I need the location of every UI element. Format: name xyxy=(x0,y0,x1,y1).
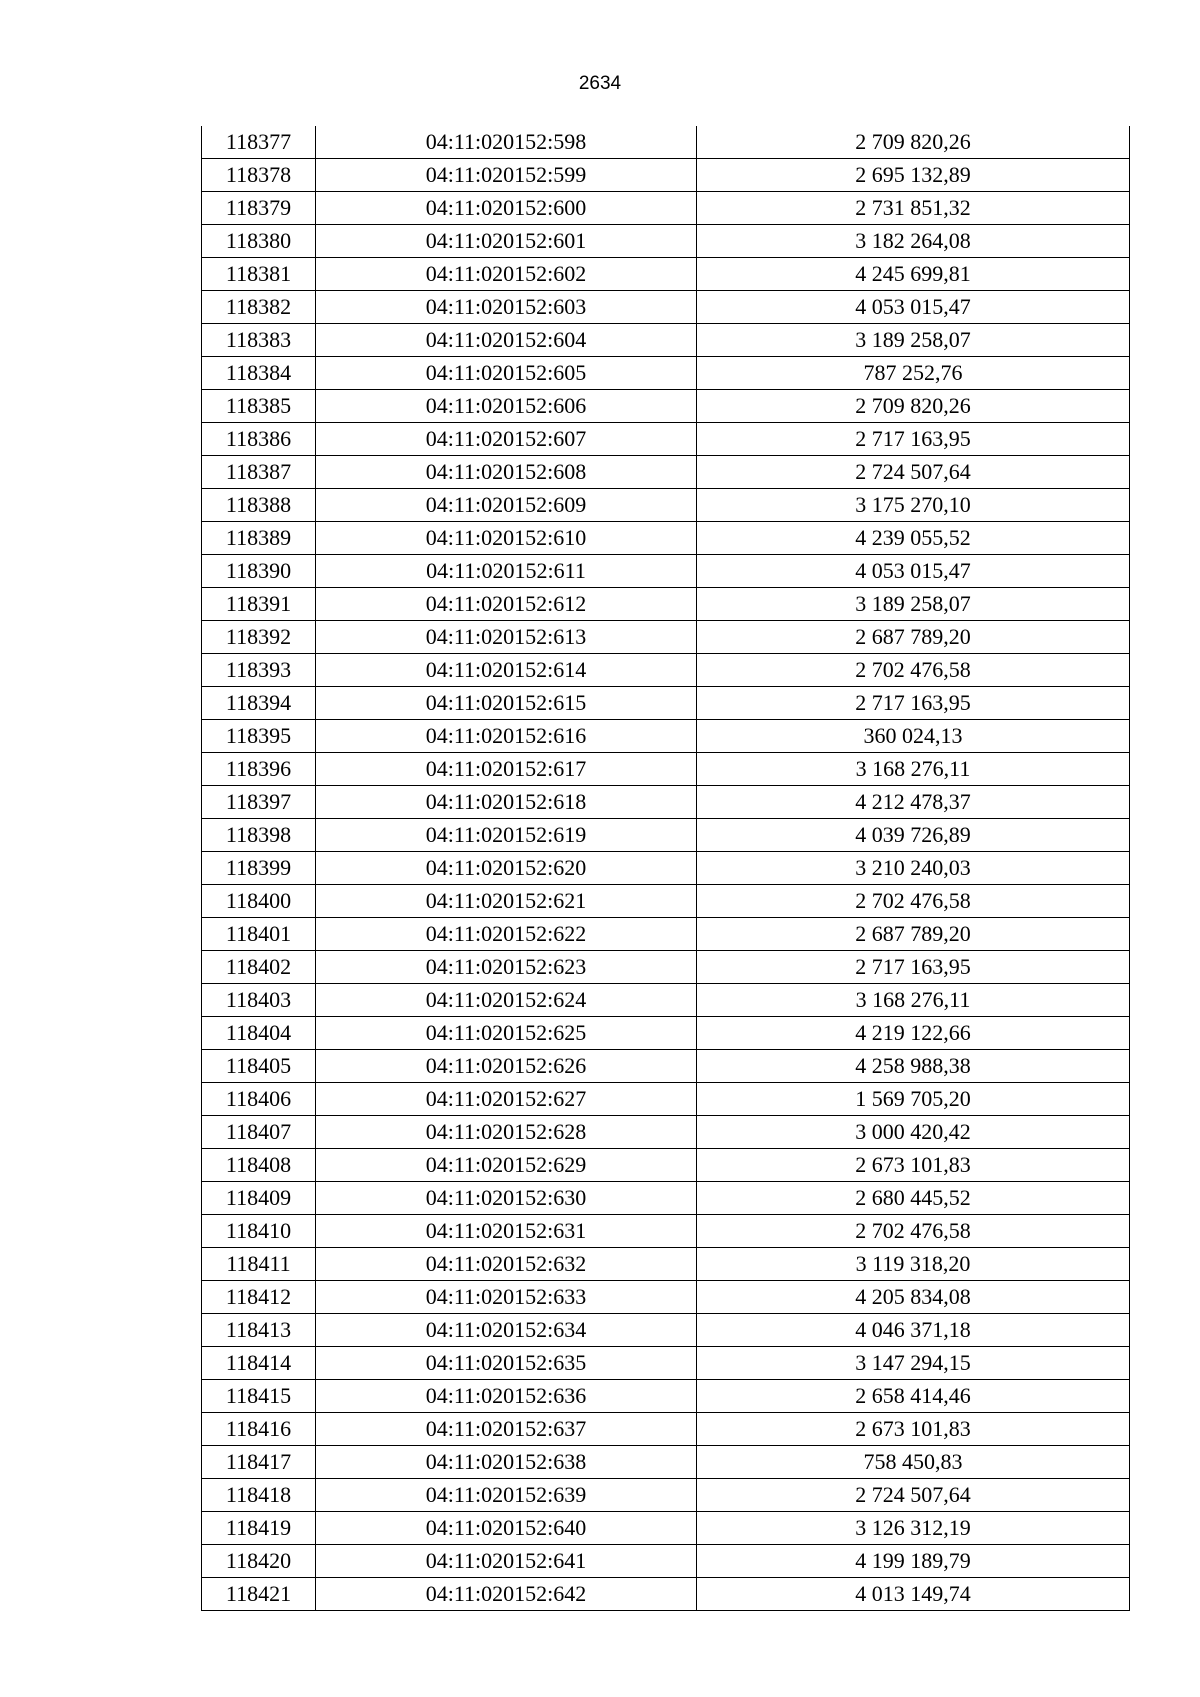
table-row xyxy=(202,1479,1130,1512)
row-number-cell: 118393 xyxy=(202,654,316,687)
table-row xyxy=(202,1248,1130,1281)
row-number-cell: 118421 xyxy=(202,1578,316,1611)
cadastral-value-cell: 2 724 507,64 xyxy=(697,1479,1130,1512)
cadastral-value-cell: 3 175 270,10 xyxy=(697,489,1130,522)
cadastral-number-cell: 04:11:020152:641 xyxy=(316,1545,697,1578)
cadastral-number-cell: 04:11:020152:621 xyxy=(316,885,697,918)
row-number-cell: 118409 xyxy=(202,1182,316,1215)
table-row xyxy=(202,1545,1130,1578)
cadastral-value-cell: 2 717 163,95 xyxy=(697,423,1130,456)
table-row xyxy=(202,1512,1130,1545)
row-number-cell: 118410 xyxy=(202,1215,316,1248)
cadastral-number-cell: 04:11:020152:604 xyxy=(316,324,697,357)
cadastral-number-cell: 04:11:020152:629 xyxy=(316,1149,697,1182)
cadastral-number-cell: 04:11:020152:639 xyxy=(316,1479,697,1512)
row-number-cell: 118401 xyxy=(202,918,316,951)
row-number-cell: 118405 xyxy=(202,1050,316,1083)
cadastral-value-cell: 4 219 122,66 xyxy=(697,1017,1130,1050)
row-number-cell: 118404 xyxy=(202,1017,316,1050)
cadastral-value-cell: 2 731 851,32 xyxy=(697,192,1130,225)
cadastral-value-cell: 360 024,13 xyxy=(697,720,1130,753)
cadastral-value-cell: 3 210 240,03 xyxy=(697,852,1130,885)
cadastral-number-cell: 04:11:020152:637 xyxy=(316,1413,697,1446)
cadastral-value-cell: 4 212 478,37 xyxy=(697,786,1130,819)
table-row xyxy=(202,1413,1130,1446)
row-number-cell: 118413 xyxy=(202,1314,316,1347)
table-row xyxy=(202,324,1130,357)
cadastral-value-cell: 1 569 705,20 xyxy=(697,1083,1130,1116)
cadastral-value-cell: 4 039 726,89 xyxy=(697,819,1130,852)
row-number-cell: 118387 xyxy=(202,456,316,489)
cadastral-value-cell: 2 680 445,52 xyxy=(697,1182,1130,1215)
table-row xyxy=(202,1182,1130,1215)
cadastral-value-cell: 3 126 312,19 xyxy=(697,1512,1130,1545)
cadastral-number-cell: 04:11:020152:624 xyxy=(316,984,697,1017)
row-number-cell: 118414 xyxy=(202,1347,316,1380)
table-row xyxy=(202,1083,1130,1116)
cadastral-value-cell: 2 717 163,95 xyxy=(697,687,1130,720)
row-number-cell: 118386 xyxy=(202,423,316,456)
table-row xyxy=(202,819,1130,852)
table-row xyxy=(202,1050,1130,1083)
cadastral-number-cell: 04:11:020152:605 xyxy=(316,357,697,390)
cadastral-value-cell: 3 119 318,20 xyxy=(697,1248,1130,1281)
cadastral-number-cell: 04:11:020152:638 xyxy=(316,1446,697,1479)
row-number-cell: 118377 xyxy=(202,126,316,159)
table-row xyxy=(202,852,1130,885)
row-number-cell: 118403 xyxy=(202,984,316,1017)
cadastral-value-cell: 4 013 149,74 xyxy=(697,1578,1130,1611)
table-row xyxy=(202,588,1130,621)
cadastral-value-cell: 3 000 420,42 xyxy=(697,1116,1130,1149)
cadastral-value-cell: 2 702 476,58 xyxy=(697,654,1130,687)
row-number-cell: 118408 xyxy=(202,1149,316,1182)
cadastral-value-cell: 2 702 476,58 xyxy=(697,885,1130,918)
cadastral-number-cell: 04:11:020152:626 xyxy=(316,1050,697,1083)
cadastral-number-cell: 04:11:020152:598 xyxy=(316,126,697,159)
cadastral-value-cell: 3 189 258,07 xyxy=(697,324,1130,357)
row-number-cell: 118382 xyxy=(202,291,316,324)
cadastral-value-cell: 3 189 258,07 xyxy=(697,588,1130,621)
row-number-cell: 118396 xyxy=(202,753,316,786)
table-body xyxy=(202,126,1130,1611)
cadastral-number-cell: 04:11:020152:627 xyxy=(316,1083,697,1116)
cadastral-value-cell: 3 182 264,08 xyxy=(697,225,1130,258)
cadastral-value-cell: 3 168 276,11 xyxy=(697,753,1130,786)
row-number-cell: 118390 xyxy=(202,555,316,588)
cadastral-number-cell: 04:11:020152:618 xyxy=(316,786,697,819)
cadastral-number-cell: 04:11:020152:631 xyxy=(316,1215,697,1248)
page-number: 2634 xyxy=(578,73,622,94)
cadastral-value-cell: 4 258 988,38 xyxy=(697,1050,1130,1083)
cadastral-number-cell: 04:11:020152:617 xyxy=(316,753,697,786)
cadastral-value-cell: 4 205 834,08 xyxy=(697,1281,1130,1314)
table-row xyxy=(202,1578,1130,1611)
cadastral-number-cell: 04:11:020152:600 xyxy=(316,192,697,225)
table-row xyxy=(202,159,1130,192)
row-number-cell: 118381 xyxy=(202,258,316,291)
table-row xyxy=(202,126,1130,159)
cadastral-value-cell: 2 702 476,58 xyxy=(697,1215,1130,1248)
cadastral-number-cell: 04:11:020152:616 xyxy=(316,720,697,753)
row-number-cell: 118380 xyxy=(202,225,316,258)
cadastral-number-cell: 04:11:020152:619 xyxy=(316,819,697,852)
table-row xyxy=(202,1017,1130,1050)
row-number-cell: 118419 xyxy=(202,1512,316,1545)
row-number-cell: 118395 xyxy=(202,720,316,753)
row-number-cell: 118415 xyxy=(202,1380,316,1413)
cadastral-value-cell: 2 687 789,20 xyxy=(697,918,1130,951)
row-number-cell: 118399 xyxy=(202,852,316,885)
table-row xyxy=(202,918,1130,951)
cadastral-value-cell: 2 658 414,46 xyxy=(697,1380,1130,1413)
cadastral-value-cell: 2 709 820,26 xyxy=(697,390,1130,423)
table-row xyxy=(202,621,1130,654)
cadastral-value-cell: 758 450,83 xyxy=(697,1446,1130,1479)
table-row xyxy=(202,1215,1130,1248)
cadastral-number-cell: 04:11:020152:628 xyxy=(316,1116,697,1149)
cadastral-value-cell: 2 687 789,20 xyxy=(697,621,1130,654)
row-number-cell: 118389 xyxy=(202,522,316,555)
cadastral-value-cell: 4 046 371,18 xyxy=(697,1314,1130,1347)
cadastral-number-cell: 04:11:020152:599 xyxy=(316,159,697,192)
row-number-cell: 118391 xyxy=(202,588,316,621)
cadastral-number-cell: 04:11:020152:606 xyxy=(316,390,697,423)
cadastral-value-cell: 2 673 101,83 xyxy=(697,1149,1130,1182)
cadastral-value-cell: 4 199 189,79 xyxy=(697,1545,1130,1578)
cadastral-number-cell: 04:11:020152:623 xyxy=(316,951,697,984)
cadastral-value-cell: 2 695 132,89 xyxy=(697,159,1130,192)
row-number-cell: 118400 xyxy=(202,885,316,918)
cadastral-number-cell: 04:11:020152:640 xyxy=(316,1512,697,1545)
table-row xyxy=(202,489,1130,522)
table-row xyxy=(202,1314,1130,1347)
cadastral-number-cell: 04:11:020152:632 xyxy=(316,1248,697,1281)
cadastral-value-cell: 4 053 015,47 xyxy=(697,291,1130,324)
cadastral-number-cell: 04:11:020152:622 xyxy=(316,918,697,951)
table-row xyxy=(202,687,1130,720)
cadastral-number-cell: 04:11:020152:601 xyxy=(316,225,697,258)
cadastral-number-cell: 04:11:020152:609 xyxy=(316,489,697,522)
cadastral-value-cell: 787 252,76 xyxy=(697,357,1130,390)
row-number-cell: 118383 xyxy=(202,324,316,357)
table-row xyxy=(202,522,1130,555)
cadastral-value-cell: 2 673 101,83 xyxy=(697,1413,1130,1446)
table-row xyxy=(202,390,1130,423)
cadastral-number-cell: 04:11:020152:625 xyxy=(316,1017,697,1050)
cadastral-number-cell: 04:11:020152:615 xyxy=(316,687,697,720)
table-row xyxy=(202,885,1130,918)
row-number-cell: 118407 xyxy=(202,1116,316,1149)
cadastral-value-cell: 2 717 163,95 xyxy=(697,951,1130,984)
cadastral-number-cell: 04:11:020152:636 xyxy=(316,1380,697,1413)
row-number-cell: 118394 xyxy=(202,687,316,720)
cadastral-value-cell: 2 724 507,64 xyxy=(697,456,1130,489)
row-number-cell: 118417 xyxy=(202,1446,316,1479)
cadastral-number-cell: 04:11:020152:613 xyxy=(316,621,697,654)
cadastral-number-cell: 04:11:020152:630 xyxy=(316,1182,697,1215)
table-row xyxy=(202,720,1130,753)
cadastral-value-cell: 4 245 699,81 xyxy=(697,258,1130,291)
row-number-cell: 118420 xyxy=(202,1545,316,1578)
cadastral-number-cell: 04:11:020152:611 xyxy=(316,555,697,588)
cadastral-number-cell: 04:11:020152:633 xyxy=(316,1281,697,1314)
table-row xyxy=(202,654,1130,687)
table-row xyxy=(202,1347,1130,1380)
cadastral-number-cell: 04:11:020152:642 xyxy=(316,1578,697,1611)
table-row xyxy=(202,1281,1130,1314)
table-row xyxy=(202,984,1130,1017)
row-number-cell: 118392 xyxy=(202,621,316,654)
row-number-cell: 118411 xyxy=(202,1248,316,1281)
row-number-cell: 118388 xyxy=(202,489,316,522)
row-number-cell: 118402 xyxy=(202,951,316,984)
table-row xyxy=(202,291,1130,324)
table-row xyxy=(202,786,1130,819)
table-row xyxy=(202,753,1130,786)
row-number-cell: 118384 xyxy=(202,357,316,390)
cadastral-number-cell: 04:11:020152:607 xyxy=(316,423,697,456)
cadastral-value-cell: 4 239 055,52 xyxy=(697,522,1130,555)
table-row xyxy=(202,423,1130,456)
cadastral-number-cell: 04:11:020152:620 xyxy=(316,852,697,885)
table-row xyxy=(202,1116,1130,1149)
cadastral-number-cell: 04:11:020152:602 xyxy=(316,258,697,291)
cadastral-value-cell: 2 709 820,26 xyxy=(697,126,1130,159)
table-row xyxy=(202,456,1130,489)
cadastral-value-cell: 4 053 015,47 xyxy=(697,555,1130,588)
table-row xyxy=(202,1149,1130,1182)
cadastral-number-cell: 04:11:020152:603 xyxy=(316,291,697,324)
row-number-cell: 118418 xyxy=(202,1479,316,1512)
cadastral-number-cell: 04:11:020152:612 xyxy=(316,588,697,621)
table-row xyxy=(202,357,1130,390)
cadastral-number-cell: 04:11:020152:608 xyxy=(316,456,697,489)
row-number-cell: 118412 xyxy=(202,1281,316,1314)
table-row xyxy=(202,192,1130,225)
row-number-cell: 118397 xyxy=(202,786,316,819)
cadastral-number-cell: 04:11:020152:634 xyxy=(316,1314,697,1347)
cadastral-number-cell: 04:11:020152:635 xyxy=(316,1347,697,1380)
table-row xyxy=(202,225,1130,258)
row-number-cell: 118398 xyxy=(202,819,316,852)
table-row xyxy=(202,1446,1130,1479)
row-number-cell: 118416 xyxy=(202,1413,316,1446)
row-number-cell: 118379 xyxy=(202,192,316,225)
table-row xyxy=(202,1380,1130,1413)
row-number-cell: 118406 xyxy=(202,1083,316,1116)
row-number-cell: 118385 xyxy=(202,390,316,423)
cadastral-value-table xyxy=(201,126,1130,1611)
table-row xyxy=(202,555,1130,588)
cadastral-value-cell: 3 168 276,11 xyxy=(697,984,1130,1017)
cadastral-value-cell: 3 147 294,15 xyxy=(697,1347,1130,1380)
table-row xyxy=(202,951,1130,984)
cadastral-number-cell: 04:11:020152:614 xyxy=(316,654,697,687)
row-number-cell: 118378 xyxy=(202,159,316,192)
table-row xyxy=(202,258,1130,291)
cadastral-number-cell: 04:11:020152:610 xyxy=(316,522,697,555)
